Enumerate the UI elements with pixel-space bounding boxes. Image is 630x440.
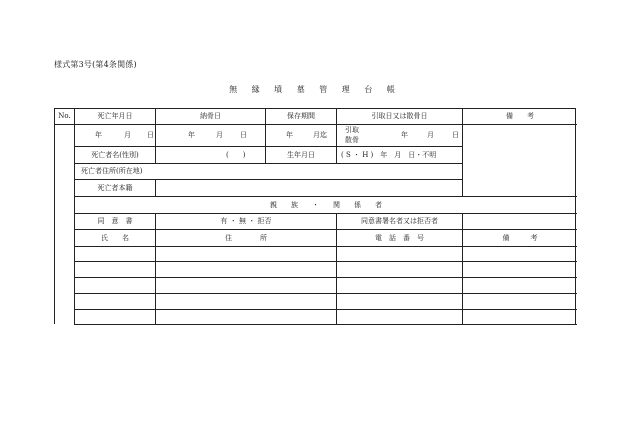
header-death-date: 死亡年月日: [75, 109, 156, 125]
table-row[interactable]: [337, 247, 463, 262]
form-number: 様式第3号(第4条関係): [54, 60, 137, 69]
death-date-field[interactable]: [75, 125, 156, 147]
year-label: 年: [95, 131, 102, 139]
year-label: 年: [286, 131, 293, 139]
relative-address-header: 住 所: [156, 230, 337, 247]
relative-remarks-header: 備 考: [463, 230, 577, 247]
takeout-date-field[interactable]: [337, 125, 463, 147]
month-label: 月: [216, 131, 223, 139]
table-row[interactable]: [463, 310, 577, 325]
consent-signer-label: 同意書署名者又は拒否者: [337, 214, 463, 230]
table-row[interactable]: [156, 294, 337, 310]
month-label: 月: [124, 131, 131, 139]
table-row[interactable]: [463, 262, 577, 278]
sex-field: ( ): [226, 150, 246, 159]
relative-name-header: 氏 名: [75, 230, 156, 247]
header-storage-period: 保存期間: [266, 109, 337, 125]
table-row[interactable]: [337, 310, 463, 325]
year-label: 年: [188, 131, 195, 139]
relatives-header: 親 族 ・ 関 係 者: [75, 197, 577, 214]
deceased-address-label[interactable]: 死亡者住所(所在地): [75, 164, 463, 180]
year-label: 年: [401, 131, 408, 139]
scatter-label: 散骨: [345, 136, 359, 144]
table-row[interactable]: [156, 262, 337, 278]
table-row[interactable]: [75, 278, 156, 294]
table-row[interactable]: [75, 294, 156, 310]
deceased-name-field[interactable]: [156, 147, 266, 164]
table-row[interactable]: [156, 247, 337, 262]
burial-date-field[interactable]: [156, 125, 266, 147]
header-burial-date: 納骨日: [156, 109, 266, 125]
table-row[interactable]: [75, 310, 156, 325]
table-row[interactable]: [337, 294, 463, 310]
table-row[interactable]: [337, 278, 463, 294]
table-row[interactable]: [463, 278, 577, 294]
header-remarks: 備 考: [463, 109, 577, 125]
table-row[interactable]: [156, 278, 337, 294]
table-row[interactable]: [75, 247, 156, 262]
birth-date-label: 生年月日: [266, 147, 337, 164]
day-label: 日: [452, 131, 459, 139]
takeout-label: 引取: [345, 126, 359, 134]
table-row[interactable]: [463, 247, 577, 262]
header-takeout-date: 引取日又は散骨日: [337, 109, 463, 125]
relative-phone-header: 電 話 番 号: [337, 230, 463, 247]
table-row[interactable]: [156, 310, 337, 325]
month-label: 月: [427, 131, 434, 139]
consent-label: 同 意 書: [75, 214, 156, 230]
remarks-field[interactable]: [463, 125, 577, 197]
ledger-table: [54, 108, 576, 324]
page-title: 無 縁 墳 墓 管 理 台 帳: [229, 85, 401, 94]
table-row[interactable]: [337, 262, 463, 278]
day-label: 日: [147, 131, 154, 139]
consent-signer-field[interactable]: [463, 214, 577, 230]
deceased-domicile-label: 死亡者本籍: [75, 180, 156, 197]
day-label: 日: [240, 131, 247, 139]
until-label: 月迄: [313, 131, 327, 139]
table-row[interactable]: [75, 262, 156, 278]
storage-period-field[interactable]: [266, 125, 337, 147]
header-no: No.: [55, 109, 75, 125]
deceased-domicile-field[interactable]: [156, 180, 463, 197]
no-column: [55, 125, 75, 325]
consent-choice[interactable]: 有 ・ 無 ・ 拒否: [156, 214, 337, 230]
birth-date-field[interactable]: ( S ・ H ) 年 月 日・不明: [337, 147, 463, 164]
deceased-name-label: 死亡者名(性別): [75, 147, 156, 164]
table-row[interactable]: [463, 294, 577, 310]
